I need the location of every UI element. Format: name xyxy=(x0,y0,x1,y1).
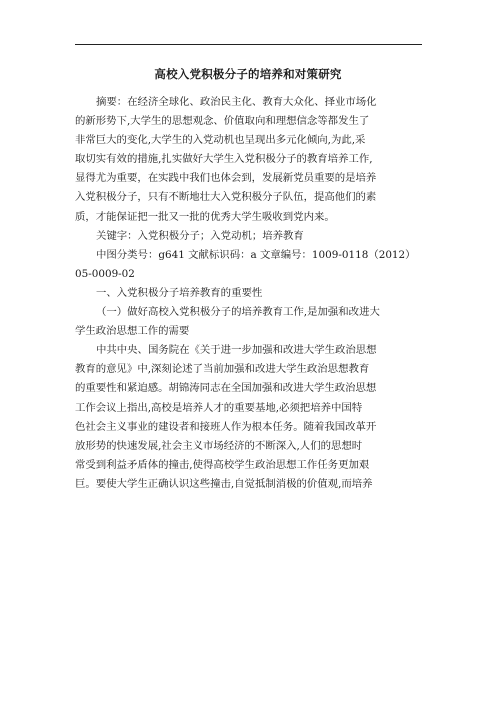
text-line: 巨。要使大学生正确认识这些撞击,自觉抵制消极的价值观,而培养 xyxy=(75,477,373,490)
header-rule xyxy=(75,44,422,45)
document-title: 高校入党积极分子的培养和对策研究 xyxy=(154,67,342,81)
text-line: （一）做好高校入党积极分子的培养教育工作,是加强和改进大 xyxy=(96,306,380,319)
text-line: 中图分类号：g641 文献标识码：a 文章编号：1009-0118（2012） xyxy=(96,248,416,261)
text-line: 工作会议上指出,高校是培养人才的重要基地,必须把培养中国特 xyxy=(75,401,363,414)
text-line: 取切实有效的措施,扎实做好大学生入党积极分子的教育培养工作, xyxy=(75,153,373,166)
text-line: 的新形势下,大学生的思想观念、价值取向和理想信念等都发生了 xyxy=(75,115,370,128)
text-line: 显得尤为重要，在实践中我们也体会到，发展新党员重要的是培养 xyxy=(75,172,377,185)
text-line: 摘要：在经济全球化、政治民主化、教育大众化、择业市场化 xyxy=(96,96,377,108)
text-line: 入党积极分子，只有不断地壮大入党积极分子队伍，提高他们的素 xyxy=(75,191,377,204)
text-line: 放形势的快速发展,社会主义市场经济的不断深入,人们的思想时 xyxy=(75,439,363,452)
text-line: 中共中央、国务院在《关于进一步加强和改进大学生政治思想 xyxy=(96,344,377,357)
text-line: 常受到利益矛盾体的撞击,使得高校学生政治思想工作任务更加艰 xyxy=(75,458,370,471)
text-line: 关键字：入党积极分子；入党动机；培养教育 xyxy=(96,229,304,242)
text-line: 非常巨大的变化,大学生的入党动机也呈现出多元化倾向,为此,采 xyxy=(75,134,366,147)
text-line: 质，才能保证把一批又一批的优秀大学生吸收到党内来。 xyxy=(75,210,335,223)
document-body xyxy=(75,93,422,494)
text-line: 色社会主义事业的建设者和接班人作为根本任务。随着我国改革开 xyxy=(75,420,377,433)
text-line: 学生政治思想工作的需要 xyxy=(75,325,190,338)
text-line: 05-0009-02 xyxy=(75,267,135,280)
text-line: 教育的意见》中,深刻论述了当前加强和改进大学生政治思想教育 xyxy=(75,363,370,376)
text-line: 一、入党积极分子培养教育的重要性 xyxy=(96,286,263,299)
text-line: 的重要性和紧迫感。胡锦涛同志在全国加强和改进大学生政治思想 xyxy=(75,382,377,395)
